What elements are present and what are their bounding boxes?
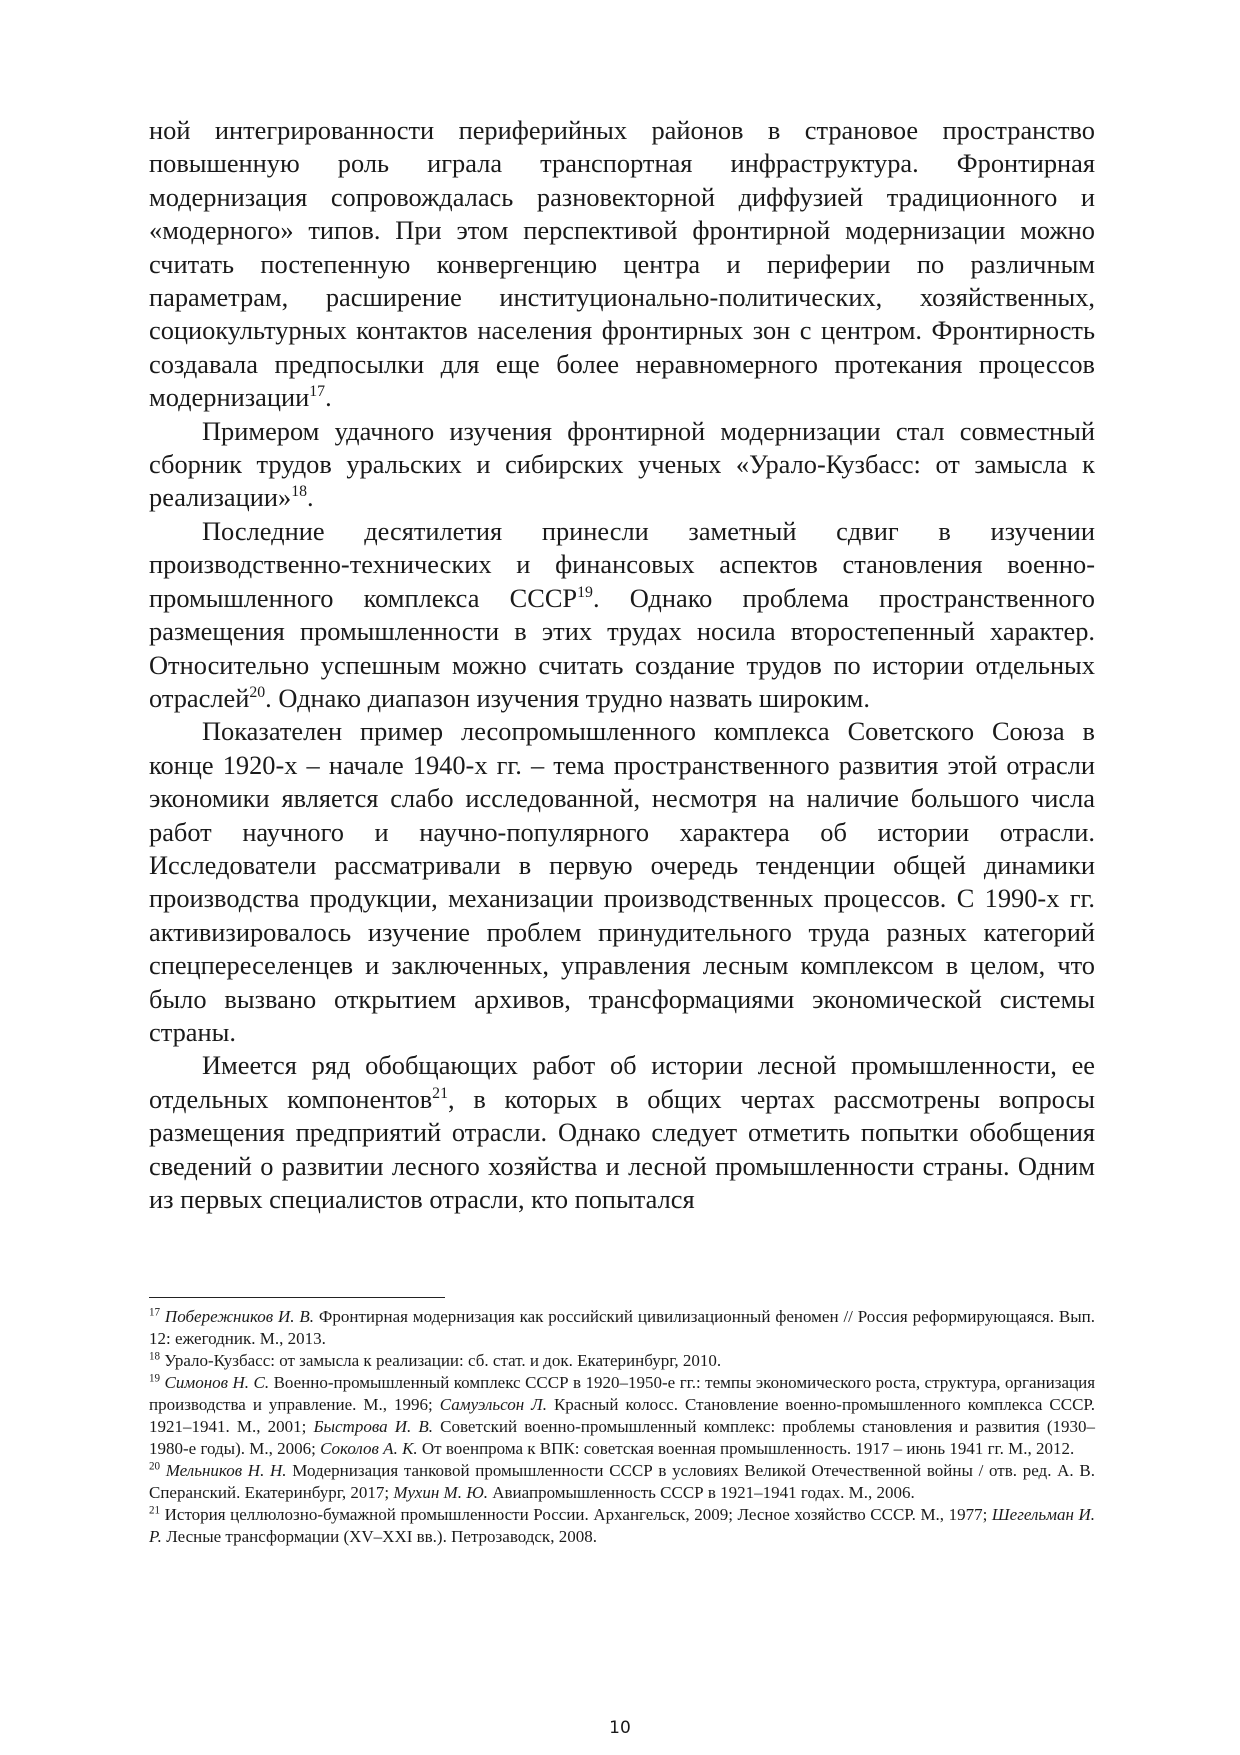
paragraph-3: Последние десятилетия принесли заметный сдвиг в изучении производственно-технических и финансовых аспектов становления военно-промышленного комплекса СССР$^{19}$. Однако проблема пространственного размещения промышленности в этих трудах носила второстепенный характер. Относительно успешным можно считать создание трудов по истории отдельных отраслей$^{20}$. Однако диапазон изучения трудно назвать широким. <box>149 515 1095 713</box>
footnote-21: $^{21}$ История целлюлозно-бумажной промышленности России. Архангельск, 2009; Лесное хозяйство СССР. М., 1977; Шегельман И. Р. Лесные трансформации (XV–XXI вв.). Петрозаводск, 2008. <box>149 1504 1095 1546</box>
footnote-17: $^{17}$ Побережников И. В. Фронтирная модернизация как российский цивилизационный феномен // Россия реформирующаяся. Вып. 12: ежегодник. М., 2013. <box>149 1306 1095 1348</box>
footnote-ref-21[interactable]: 21 <box>432 1084 448 1102</box>
footnotes <box>149 1306 1095 1548</box>
footnote-ref-18[interactable]: 18 <box>291 483 308 501</box>
paragraph-5: Имеется ряд обобщающих работ об истории лесной промышленности, ее отдельных компонентов$^{21}$, в которых в общих чертах рассмотрены вопросы размещения предприятий отрасли. Однако следует отметить попытки обобщения сведений о развитии лесного хозяйства и лесной промышленности страны. Одним из первых специалистов отрасли, кто попытался <box>149 1050 1095 1214</box>
footnote-ref-19[interactable]: 19 <box>577 583 593 601</box>
paragraph-1: ной интегрированности периферийных районов в страновое пространство повышенную роль играла транспортная инфраструктура. Фронтирная модернизация сопровождалась разновекторной диффузией традиционного и «модерного» типов. При этом перспективой фронтирной модернизации можно считать постепенную конвергенцию центра и периферии по различным параметрам, расширение институционально-политических, хозяйственных, социокультурных контактов населения фронтирных зон с центром. Фронтирность создавала предпосылки для еще более неравномерного протекания процессов модернизации$^{17}$. <box>149 115 1095 413</box>
footnote-20: $^{20}$ Мельников Н. Н. Модернизация танковой промышленности СССР в условиях Великой Отечественной войны / отв. ред. А. В. Сперанский. Екатеринбург, 2017; Мухин М. Ю. Авиапромышленность СССР в 1921–1941 годах. М., 2006. <box>149 1460 1095 1502</box>
paragraph-4: Показателен пример лесопромышленного комплекса Советского Союза в конце 1920-х – начале 1940-х гг. – тема пространственного развития этой отрасли экономики является слабо исследованной, несмотря на наличие большого числа работ научного и научно-популярного характера об истории отрасли. Исследователи рассматривали в первую очередь тенденции общей динамики производства продукции, механизации производственных процессов. С 1990-х гг. активизировалось изучение проблем принудительного труда разных категорий спецпереселенцев и заключенных, управления лесным комплексом в целом, что было вызвано открытием архивов, трансформациями экономической системы страны. <box>149 716 1095 1047</box>
main-text <box>149 114 1095 1216</box>
footnote-18: $^{18}$ Урало-Кузбасс: от замысла к реализации: сб. стат. и док. Екатеринбург, 2010. <box>149 1350 722 1370</box>
footnote-ref-17[interactable]: 17 <box>309 383 326 401</box>
footnote-ref-20[interactable]: 20 <box>249 684 266 702</box>
footnote-19: $^{19}$ Симонов Н. С. Военно-промышленный комплекс СССР в 1920–1950-е гг.: темпы экономического роста, структура, организация производства и управление. М., 1996; Самуэльсон Л. Красный колосс. Становление военно-промышленного комплекса СССР. 1921–1941. М., 2001; Быстрова И. В. Советский военно-промышленный комплекс: проблемы становления и развития (1930–1980-е годы). М., 2006; Соколов А. К. От военпрома к ВПК: советская военная промышленность. 1917 – июнь 1941 гг. М., 2012. <box>149 1372 1096 1458</box>
paragraph-2: Примером удачного изучения фронтирной модернизации стал совместный сборник трудов уральских и сибирских ученых «Урало-Кузбасс: от замысла к реализации»$^{18}$. <box>149 415 1095 513</box>
footnote-separator <box>149 1297 445 1298</box>
page-number: 10 <box>609 1718 631 1738</box>
